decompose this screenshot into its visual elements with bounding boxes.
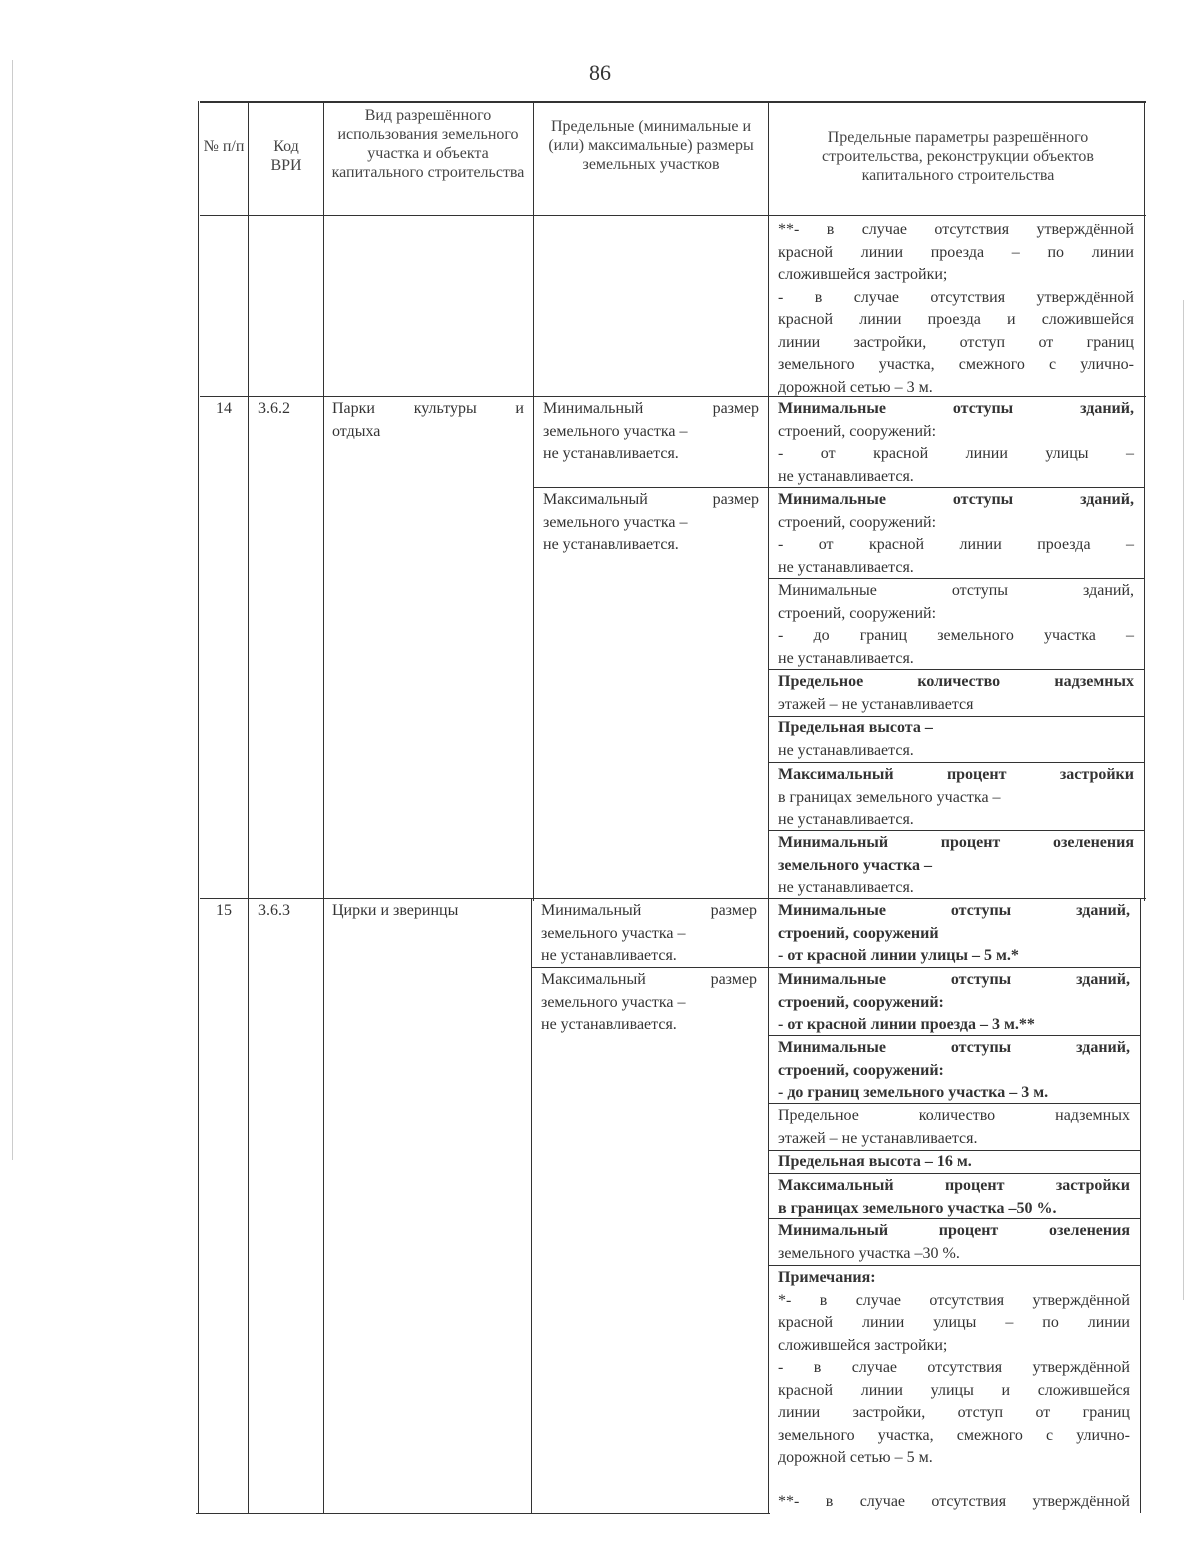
col-rule-1 [248,101,249,1513]
param-line: - от красной линии улицы – [778,445,1134,462]
header-type: Вид разрешённого использования земельного участка и объекта капитального строительства [331,107,525,181]
row15-param-rule-7 [768,1265,1140,1266]
max-size: не устанавливается. [541,1016,677,1033]
param-line: - до границ земельного участка – [778,627,1134,644]
page-number: 86 [589,60,611,85]
row-number: 14 [216,400,232,417]
header-sizes: Предельные (минимальные и (или) максимальные) размеры земельных участков [548,118,754,173]
note-line: дорожной сетью – 5 м. [778,1449,933,1466]
param-line: этажей – не устанавливается [778,695,974,713]
min-size: Минимальный размер [543,400,759,417]
max-size: Максимальный размер [541,971,757,988]
param-line: Минимальные отступы зданий, [778,400,1134,417]
param-line: Максимальный процент застройки [778,1177,1130,1194]
cont-line: - в случае отсутствия утверждённой [778,288,1134,306]
param-line: этажей – не устанавливается. [778,1129,978,1147]
param-line: Предельная высота – [778,719,933,736]
col-rule-3b [531,898,532,1513]
header-bottom-rule [200,215,1146,216]
col-rule-2 [323,101,324,1513]
note-line: красной линии улицы и сложившейся [778,1381,1130,1399]
row-name: отдыха [332,422,381,440]
header-params: Предельные параметры разрешённого строительства, реконструкции объектов капитального строительства [822,129,1094,184]
param-line: в границах земельного участка –50 %. [778,1199,1057,1217]
cont-line: красной линии проезда и сложившейся [778,311,1134,328]
table-border-right-b [1140,898,1141,1513]
max-size: земельного участка – [543,513,688,531]
cont-line: красной линии проезда – по линии [778,243,1134,261]
param-line: - до границ земельного участка – 3 м. [778,1084,1049,1101]
param-line: строений, сооружений: [778,993,944,1011]
row-code: 3.6.2 [258,400,290,417]
cont-line: сложившейся застройки; [778,266,948,283]
param-line: Максимальный процент застройки [778,766,1134,783]
row14-size-split [533,487,768,488]
param-line: - от красной линии проезда – [778,536,1134,553]
note-line: **- в случае отсутствия утверждённой [778,1493,1130,1510]
param-line: строений, сооружений: [778,513,937,531]
param-line: - от красной линии улицы – 5 м.* [778,947,1019,964]
note-line: земельного участка, смежного с улично- [778,1426,1130,1444]
param-line: не устанавливается. [778,741,914,759]
param-line: не устанавливается. [778,649,914,667]
param-line: строений, сооружений: [778,422,937,440]
param-line: Минимальный процент озеленения [778,1222,1130,1239]
cont-line: дорожной сетью – 3 м. [778,378,933,396]
row-code: 3.6.3 [258,902,290,919]
col-rule-4 [768,101,769,1513]
min-size: не устанавливается. [543,445,679,462]
param-line: в границах земельного участка – [778,788,1001,806]
note-line: линии застройки, отступ от границ [778,1404,1130,1421]
param-line: строений, сооружений: [778,604,937,622]
table-border-bottom [196,1513,770,1514]
param-line: строений, сооружений: [778,1061,944,1079]
max-size: Максимальный размер [543,491,759,508]
param-line: не устанавливается. [778,467,914,485]
note-line: - в случае отсутствия утверждённой [778,1359,1130,1376]
param-line: земельного участка – [778,856,933,874]
param-line: Минимальные отступы зданий, [778,491,1134,508]
scan-margin-left [12,60,13,1160]
table-border-top [200,101,1146,103]
cont-line: линии застройки, отступ от границ [778,333,1134,351]
param-line: Минимальные отступы зданий, [778,902,1130,919]
param-line: Минимальные отступы зданий, [778,971,1130,988]
max-size: не устанавливается. [543,536,679,553]
max-size: земельного участка – [541,993,686,1011]
note-line: сложившейся застройки; [778,1336,948,1354]
param-line: Предельное количество надземных [778,673,1134,690]
col-rule-3 [533,101,534,901]
param-line: Предельная высота – 16 м. [778,1153,972,1170]
scan-margin-right [1183,300,1184,1300]
param-line: не устанавливается. [778,879,914,896]
param-line: строений, сооружений [778,924,939,942]
note-line: красной линии улицы – по линии [778,1314,1130,1331]
min-size: земельного участка – [543,422,688,440]
param-line: Минимальные отступы зданий, [778,1039,1130,1056]
cont-line: **- в случае отсутствия утверждённой [778,221,1134,238]
header-code: Код ВРИ [270,138,302,174]
min-size: земельного участка – [541,924,686,942]
table-border-left [198,101,199,1513]
row-number: 15 [216,902,232,919]
note-line: *- в случае отсутствия утверждённой [778,1291,1130,1309]
row-name: Парки культуры и [332,400,524,417]
param-line: - от красной линии проезда – 3 м.** [778,1016,1035,1033]
param-line: Минимальный процент озеленения [778,834,1134,851]
param-line: земельного участка –30 %. [778,1244,960,1262]
row14-param-rule-5 [768,762,1144,763]
row-name: Цирки и зверинцы [332,902,459,919]
min-size: не устанавливается. [541,947,677,964]
param-line: Предельное количество надземных [778,1107,1130,1124]
cont-line: земельного участка, смежного с улично- [778,356,1134,373]
header-num: № п/п [203,138,245,155]
min-size: Минимальный размер [541,902,757,919]
param-line: Минимальные отступы зданий, [778,582,1134,599]
param-line: не устанавливается. [778,811,914,828]
table-border-right [1144,101,1145,901]
param-line: не устанавливается. [778,558,914,576]
notes-title: Примечания: [778,1269,876,1286]
